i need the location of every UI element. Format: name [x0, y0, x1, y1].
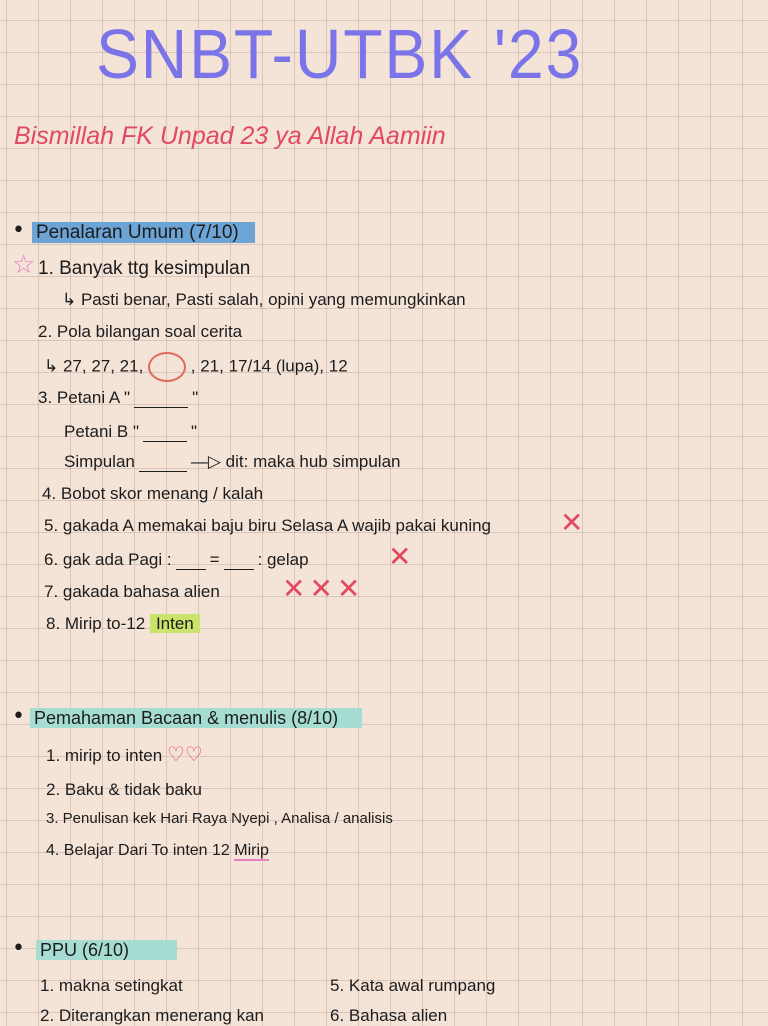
blank-line [139, 471, 187, 472]
pbm-line-1-text: 1. mirip to inten [46, 746, 163, 765]
page-title: SNBT-UTBK '23 [96, 15, 584, 93]
pu-line-6-pre: 6. gak ada Pagi : [44, 550, 172, 569]
pbm-line-4 [46, 842, 269, 860]
section-heading-pu [32, 222, 255, 244]
pbm-line-4-underlined: Mirip [234, 842, 269, 859]
pu-line-2a-post: , 21, 17/14 (lupa), 12 [190, 356, 348, 376]
bullet-pbm: • [12, 704, 25, 729]
pu-line-8-highlight: Inten [150, 614, 200, 633]
pu-line-8 [46, 614, 200, 634]
pu-line-6 [44, 550, 309, 570]
blank-line [176, 569, 206, 570]
pu-line-3b-pre: Petani B " [64, 422, 140, 441]
pu-line-4: 4. Bobot skor menang / kalah [42, 484, 264, 503]
pu-line-5: 5. gakada A memakai baju biru Selasa A wajib pakai kuning [44, 516, 492, 535]
pu-line-1: 1. Banyak ttg kesimpulan [38, 258, 251, 279]
blank-line [134, 407, 188, 408]
pu-line-1a: ↳ Pasti benar, Pasti salah, opini yang memungkinkan [62, 290, 466, 309]
pu-line-6-mid: = [209, 550, 220, 569]
pu-heading: Penalaran Umum (7/10) [32, 222, 255, 243]
pu-line-8-pre: 8. Mirip to-12 [46, 614, 146, 633]
ppu-line-6: 6. Bahasa alien [330, 1006, 448, 1025]
pu-line-2a [44, 352, 348, 382]
pbm-line-4-pre: 4. Belajar Dari To inten 12 [46, 842, 230, 859]
pbm-line-3: 3. Penulisan kek Hari Raya Nyepi , Analisa / analisis [46, 810, 393, 827]
pu-line-3c [64, 452, 401, 472]
cross-mark: ✕ [388, 540, 416, 573]
circle-blank-mark [148, 352, 186, 382]
bullet-ppu: • [12, 936, 25, 961]
pu-line-3a [38, 388, 198, 408]
pu-line-3b [64, 422, 197, 442]
pbm-line-1 [46, 742, 203, 767]
section-heading-ppu [36, 940, 177, 961]
heart-icon: ♡♡ [166, 744, 203, 766]
page-subtitle: Bismillah FK Unpad 23 ya Allah Aamiin [14, 122, 446, 150]
bullet-pu: • [12, 218, 25, 243]
star-icon: ☆ [12, 250, 36, 280]
cross-mark: ✕ [560, 506, 588, 539]
pu-line-7: 7. gakada bahasa alien [44, 582, 220, 601]
pu-line-3c-pre: Simpulan [64, 452, 135, 471]
ppu-line-2: 2. Diterangkan menerang kan [40, 1006, 264, 1025]
cross-marks: ✕✕✕ [282, 572, 365, 605]
pu-line-2a-pre: ↳ 27, 27, 21, [44, 356, 144, 376]
pbm-line-2: 2. Baku & tidak baku [46, 780, 202, 799]
ppu-line-1: 1. makna setingkat [40, 976, 183, 995]
pu-line-3a-post: " [192, 388, 199, 407]
blank-line [143, 441, 187, 442]
pbm-heading: Pemahaman Bacaan & menulis (8/10) [30, 708, 362, 728]
blank-line [224, 569, 254, 570]
pu-line-2: 2. Pola bilangan soal cerita [38, 322, 243, 341]
ppu-line-5: 5. Kata awal rumpang [330, 976, 496, 995]
pu-line-3b-post: " [191, 422, 198, 441]
ppu-heading: PPU (6/10) [36, 940, 177, 960]
pu-line-3c-post: —▷ dit: maka hub simpulan [190, 452, 401, 471]
pu-line-3a-pre: 3. Petani A " [38, 388, 131, 407]
pu-line-6-post: : gelap [257, 550, 309, 569]
section-heading-pbm [30, 708, 362, 729]
